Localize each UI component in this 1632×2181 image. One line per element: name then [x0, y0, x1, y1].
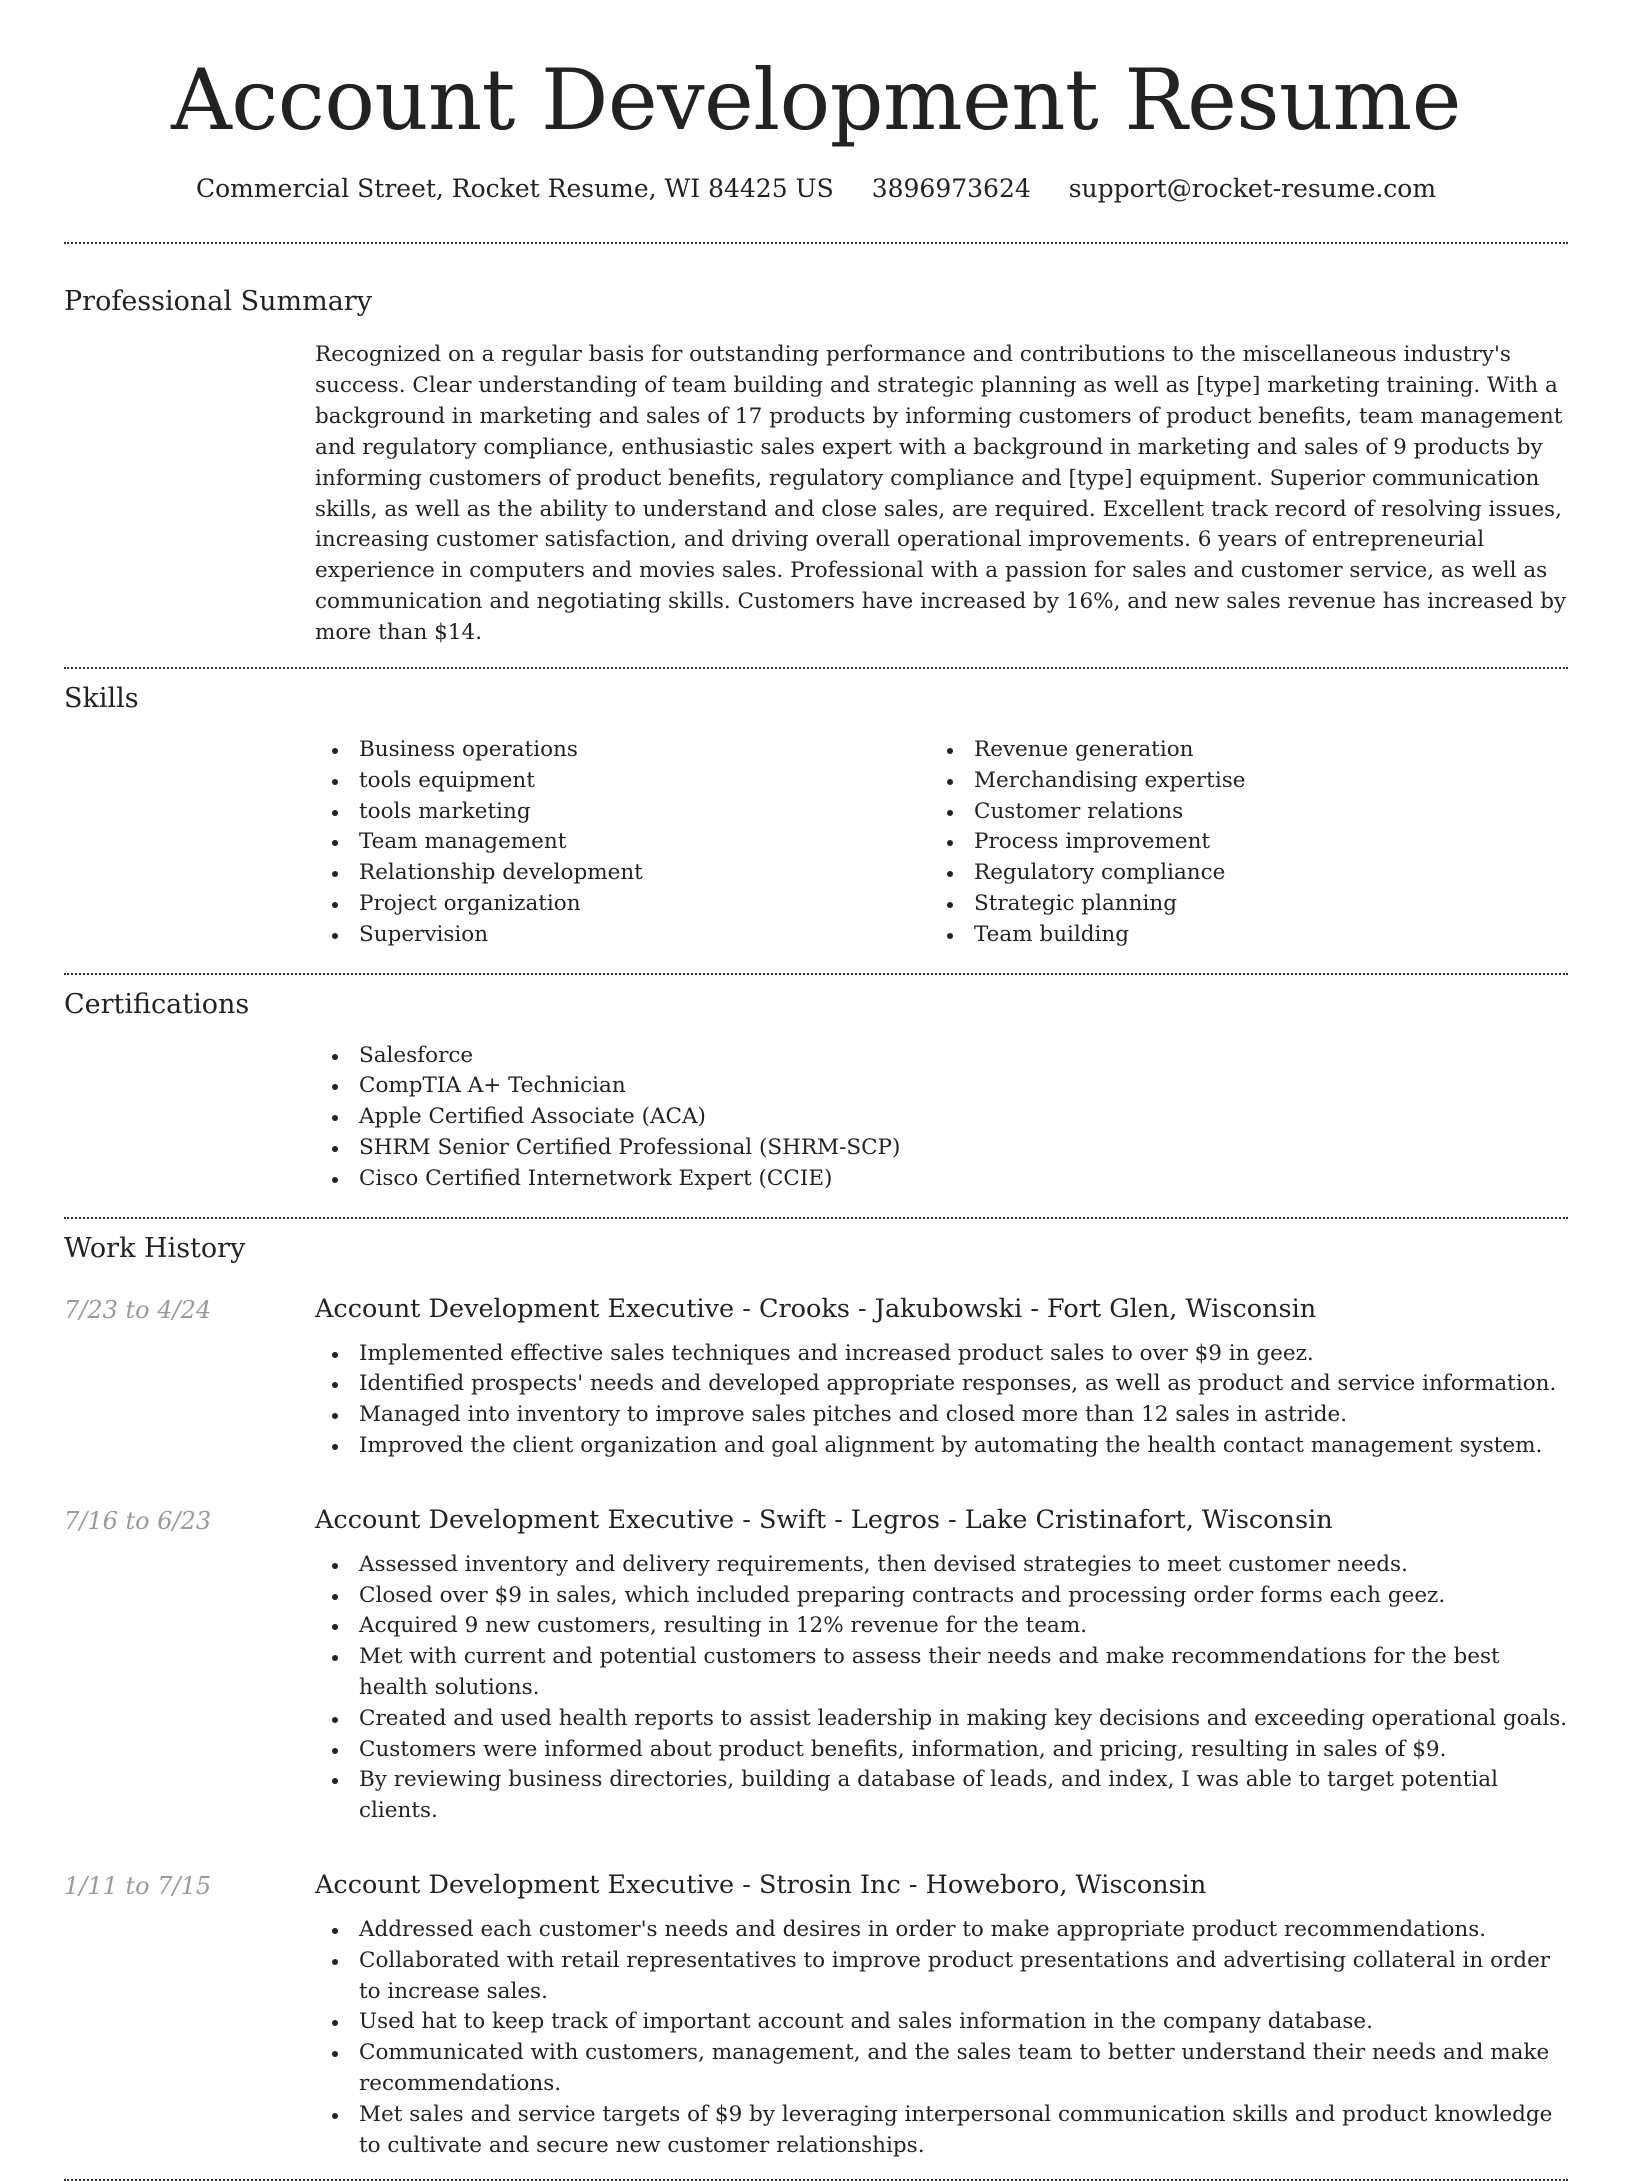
section-title-skills: Skills [64, 683, 139, 715]
skill-item: Business operations [315, 735, 930, 766]
job-bullet: Met sales and service targets of $9 by leveraging interpersonal communication skills and product knowledge to cultivate and secure new customer relationships. [315, 2100, 1568, 2162]
job-bullet: Created and used health reports to assist leadership in making key decisions and exceeding operational goals. [315, 1704, 1568, 1735]
skills-section [64, 669, 1568, 973]
job-bullet: Used hat to keep track of important account and sales information in the company database. [315, 2007, 1568, 2038]
job-dates: 7/16 to 6/23 [64, 1506, 212, 1535]
job-bullet: Managed into inventory to improve sales pitches and closed more than 12 sales in astride. [315, 1400, 1568, 1431]
section-title-certifications: Certifications [64, 988, 250, 1020]
resume-header [64, 0, 1568, 206]
job-bullet: Implemented effective sales techniques and increased product sales to over $9 in geez. [315, 1339, 1568, 1370]
job-bullet: Acquired 9 new customers, resulting in 12% revenue for the team. [315, 1611, 1568, 1642]
contact-address: Commercial Street, Rocket Resume, WI 84425 US [195, 174, 834, 203]
certification-item: Cisco Certified Internetwork Expert (CCIE) [315, 1164, 1568, 1195]
skill-item: Customer relations [930, 797, 1545, 828]
job-bullet: Identified prospects' needs and developed appropriate responses, as well as product and service information. [315, 1369, 1568, 1400]
skills-list-left [315, 735, 930, 951]
job-bullets [315, 1339, 1568, 1462]
certification-item: SHRM Senior Certified Professional (SHRM-SCP) [315, 1133, 1568, 1164]
certifications-list [315, 1041, 1568, 1217]
skill-item: Revenue generation [930, 735, 1545, 766]
job-bullet: Assessed inventory and delivery requirements, then devised strategies to meet customer needs. [315, 1550, 1568, 1581]
job-bullet: Collaborated with retail representatives to improve product presentations and advertising collateral in order to increase sales. [315, 1946, 1568, 2008]
certification-item: Salesforce [315, 1041, 1568, 1072]
job-dates: 1/11 to 7/15 [64, 1871, 212, 1900]
job-dates: 7/23 to 4/24 [64, 1295, 212, 1324]
certification-item: Apple Certified Associate (ACA) [315, 1102, 1568, 1133]
contact-line [64, 172, 1568, 206]
contact-phone: 3896973624 [871, 174, 1031, 203]
job-entry [64, 1291, 1568, 1462]
skill-item: Merchandising expertise [930, 766, 1545, 797]
certifications-section [64, 975, 1568, 1217]
job-bullet: Improved the client organization and goal alignment by automating the health contact management system. [315, 1431, 1568, 1462]
skills-columns [315, 735, 1568, 973]
job-entry [64, 1867, 1568, 2161]
job-entry [64, 1502, 1568, 1827]
job-bullet: Addressed each customer's needs and desires in order to make appropriate product recommendations. [315, 1915, 1568, 1946]
skill-item: Relationship development [315, 858, 930, 889]
skill-item: Process improvement [930, 827, 1545, 858]
skill-item: tools marketing [315, 797, 930, 828]
job-bullets [315, 1915, 1568, 2161]
summary-text: Recognized on a regular basis for outstanding performance and contributions to the miscellaneous industry's success. Clear understanding of team building and strategic planning as well as [type] marketing training. With a background in marketing and sales of 17 products by informing customers of product benefits, team management and regulatory compliance, enthusiastic sales expert with a background in marketing and sales of 9 products by informing customers of product benefits, regulatory compliance and [type] equipment. Superior communication skills, as well as the ability to understand and close sales, are required. Excellent track record of resolving issues, increasing customer satisfaction, and driving overall operational improvements. 6 years of entrepreneurial experience in computers and movies sales. Professional with a passion for sales and customer service, as well as communication and negotiating skills. Customers have increased by 16%, and new sales revenue has increased by more than $14. [315, 342, 1567, 646]
skill-item: Supervision [315, 920, 930, 951]
job-bullet: Communicated with customers, management, and the sales team to better understand their needs and make recommendations. [315, 2038, 1568, 2100]
skills-list-right [930, 735, 1545, 951]
job-title: Account Development Executive - Strosin Inc - Howeboro, Wisconsin [315, 1869, 1207, 1900]
professional-summary-section [64, 244, 1568, 667]
job-title: Account Development Executive - Swift - Legros - Lake Cristinafort, Wisconsin [315, 1504, 1333, 1535]
skill-item: Regulatory compliance [930, 858, 1545, 889]
resume-page [64, 0, 1568, 2181]
job-title: Account Development Executive - Crooks - Jakubowski - Fort Glen, Wisconsin [315, 1293, 1317, 1324]
job-bullets [315, 1550, 1568, 1827]
skill-item: tools equipment [315, 766, 930, 797]
job-bullet: Met with current and potential customers to assess their needs and make recommendations for the best health solutions. [315, 1642, 1568, 1704]
job-bullet: Customers were informed about product benefits, information, and pricing, resulting in sales of $9. [315, 1735, 1568, 1766]
skill-item: Strategic planning [930, 889, 1545, 920]
skill-item: Team building [930, 920, 1545, 951]
skill-item: Team management [315, 827, 930, 858]
skill-item: Project organization [315, 889, 930, 920]
contact-email: support@rocket-resume.com [1068, 174, 1437, 203]
section-title-summary: Professional Summary [64, 286, 372, 317]
section-title-work-history: Work History [64, 1232, 246, 1264]
work-history-section [64, 1219, 1568, 2162]
certification-item: CompTIA A+ Technician [315, 1071, 1568, 1102]
resume-title: Account Development Resume [171, 51, 1461, 149]
job-bullet: By reviewing business directories, building a database of leads, and index, I was able to target potential clients. [315, 1765, 1568, 1827]
job-bullet: Closed over $9 in sales, which included preparing contracts and processing order forms each geez. [315, 1581, 1568, 1612]
